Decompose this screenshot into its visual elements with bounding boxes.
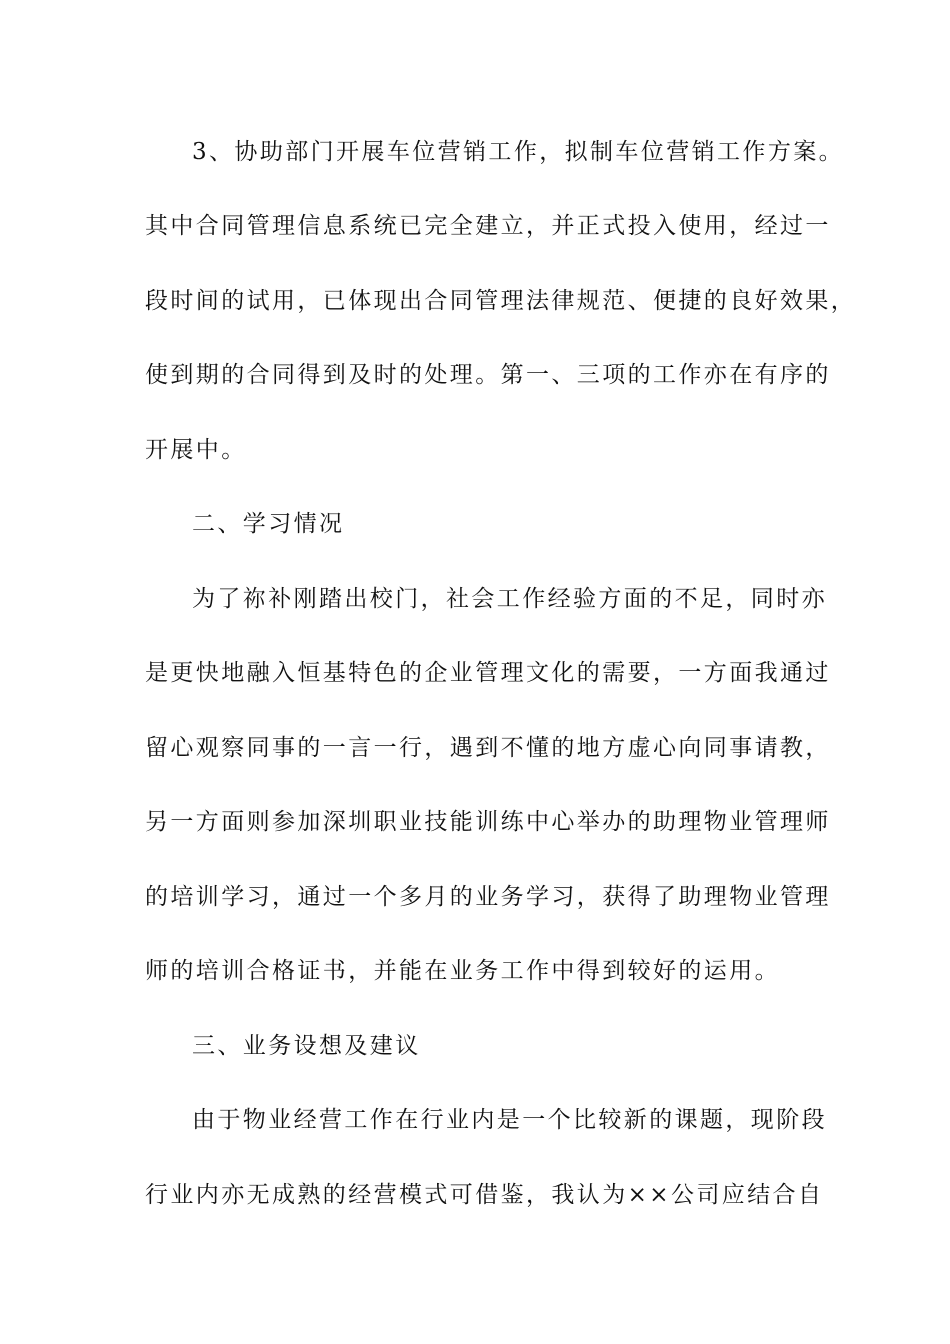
- paragraph-line: 师的培训合格证书，并能在业务工作中得到较好的运用。: [145, 958, 780, 984]
- paragraph-line: 段时间的试用，已体现出合同管理法律规范、便捷的良好效果，: [145, 288, 857, 314]
- paragraph-line: 使到期的合同得到及时的处理。第一、三项的工作亦在有序的: [145, 362, 831, 388]
- paragraph-line: 另一方面则参加深圳职业技能训练中心举办的助理物业管理师: [145, 809, 831, 835]
- paragraph-line: 行业内亦无成熟的经营模式可借鉴，我认为××公司应结合自: [145, 1182, 824, 1208]
- paragraph-line: 其中合同管理信息系统已完全建立，并正式投入使用，经过一: [145, 213, 831, 239]
- section-heading: 二、学习情况: [192, 511, 345, 537]
- paragraph-line: 3、协助部门开展车位营销工作，拟制车位营销工作方案。: [192, 139, 845, 165]
- paragraph-line: 开展中。: [145, 437, 247, 463]
- paragraph-line: 为了祢补刚踏出校门，社会工作经验方面的不足，同时亦: [192, 586, 827, 612]
- paragraph-line: 的培训学习，通过一个多月的业务学习，获得了助理物业管理: [145, 884, 831, 910]
- section-heading: 三、业务设想及建议: [192, 1033, 421, 1059]
- paragraph-line: 由于物业经营工作在行业内是一个比较新的课题，现阶段: [192, 1107, 827, 1133]
- paragraph-line: 留心观察同事的一言一行，遇到不懂的地方虚心向同事请教，: [145, 735, 831, 761]
- paragraph-line: 是更快地融入恒基特色的企业管理文化的需要，一方面我通过: [145, 660, 831, 686]
